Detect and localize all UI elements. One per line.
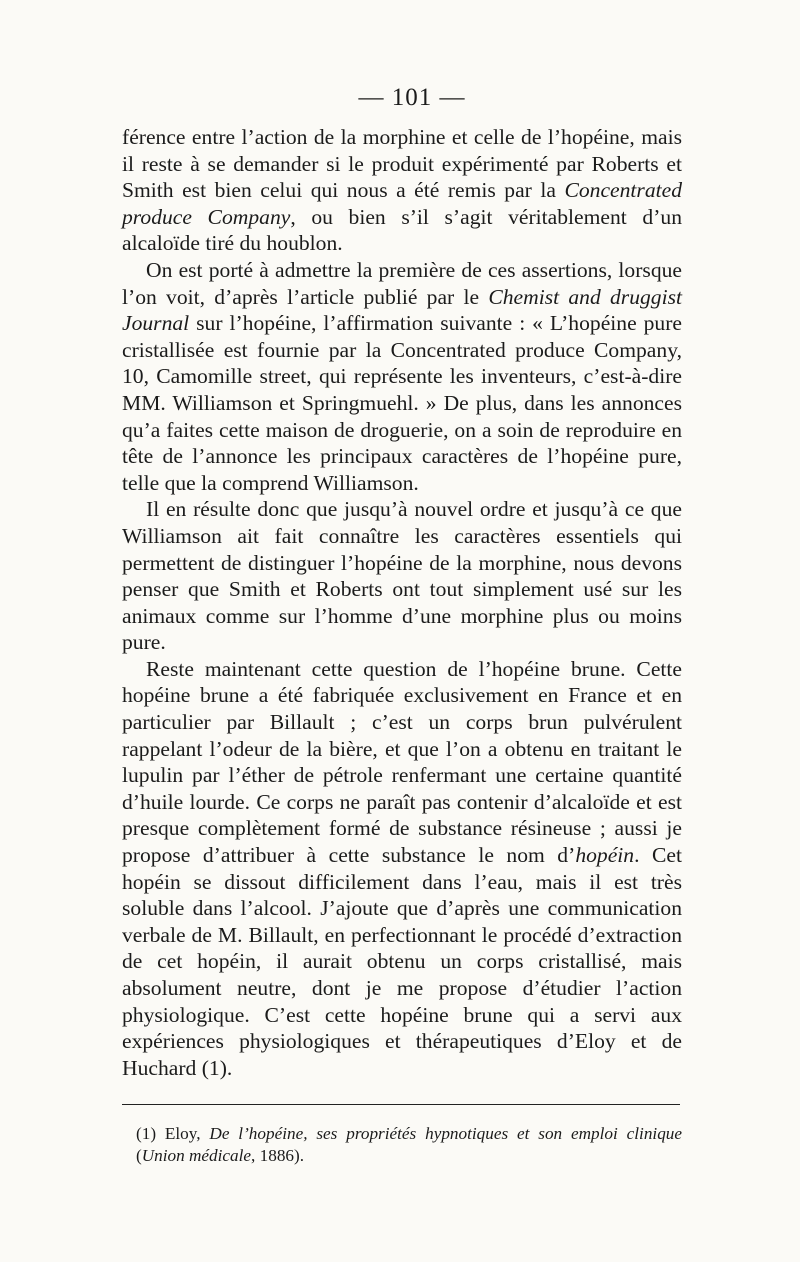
text-run: sur l’hopéine, l’affirmation suivante : « L’hopéine pure cristallisée est fournie par la Concentrated produce Company, 10, Camomille street, qui représente les inventeurs, c’est-à-dire MM. Williamson et Springmuehl. » De plus, dans les annonces qu’a faites cette maison de droguerie, on a soin de reproduire en tête de l’annonce les principaux caractères de l’hopéine pure, telle que la comprend Williamson. (122, 311, 682, 495)
text-run: . Cet hopéin se dissout difficilement dans l’eau, mais il est très soluble dans l’alcool. J’ajoute que d’après une communication verbale de M. Billault, en perfectionnant le procédé d’extraction de cet hopéin, il aurait obtenu un corps cristallisé, mais absolument neutre, dont je me propose d’étudier l’action physiologique. C’est cette hopéine brune qui a servi aux expériences physiologiques et thérapeutiques d’Eloy et de Huchard (1). (122, 843, 682, 1080)
text-run: férence entre l’action de la morphine et celle de l’hopéine, mais il reste à se demander si le produit expérimenté par Roberts et Smith est bien celui qui nous a été remis par la (122, 125, 682, 203)
text-run: Il en résulte donc que jusqu’à nouvel ordre et jusqu’à ce que Williamson ait fait connaître les caractères essentiels qui permettent de distinguer l’hopéine de la morphine, nous devons penser que Smith et Roberts ont tout simplement usé sur les animaux comme sur l’homme d’une morphine plus ou moins pure. (122, 497, 682, 655)
paragraph-1 (122, 124, 682, 257)
text-run: Chemist and druggist Journal (122, 284, 683, 336)
text-run: ( (136, 1146, 142, 1166)
text-run: On est porté à admettre la première de ces assertions, lorsque l’on voit, d’après l’article publié par le (122, 257, 682, 309)
text-run: , ou bien s’il s’agit véritablement d’un alcaloïde tiré du houblon. (122, 204, 682, 256)
paragraph-4 (122, 656, 682, 1082)
text-run: De l’hopéine, ses propriétés hypnotiques et son emploi clinique (209, 1124, 683, 1144)
footnote-rule (122, 1104, 680, 1105)
paragraph-3 (122, 496, 682, 656)
text-run: , 1886). (251, 1146, 305, 1166)
text-run: Reste maintenant cette question de l’hopéine brune. Cette hopéine brune a été fabriquée exclusivement en France et en particulier par Billault ; c’est un corps brun pulvérulent rappelant l’odeur de la bière, et que l’on a obtenu en traitant le lupulin par l’éther de pétrole renfermant une certaine quantité d’huile lourde. Ce corps ne paraît pas contenir d’alcaloïde et est presque complètement formé de substance résineuse ; aussi je propose d’attribuer à cette substance le nom d’ (122, 656, 682, 868)
text-run: (1) Eloy, (136, 1124, 210, 1144)
footnote (122, 1123, 682, 1167)
body-text (122, 124, 682, 1081)
text-run: Union médicale (141, 1146, 252, 1166)
text-run: hopéin (575, 843, 635, 868)
page-number: — 101 — (358, 84, 466, 111)
text-run: Concentrated produce Company (122, 178, 682, 229)
paragraph-2 (122, 257, 682, 496)
